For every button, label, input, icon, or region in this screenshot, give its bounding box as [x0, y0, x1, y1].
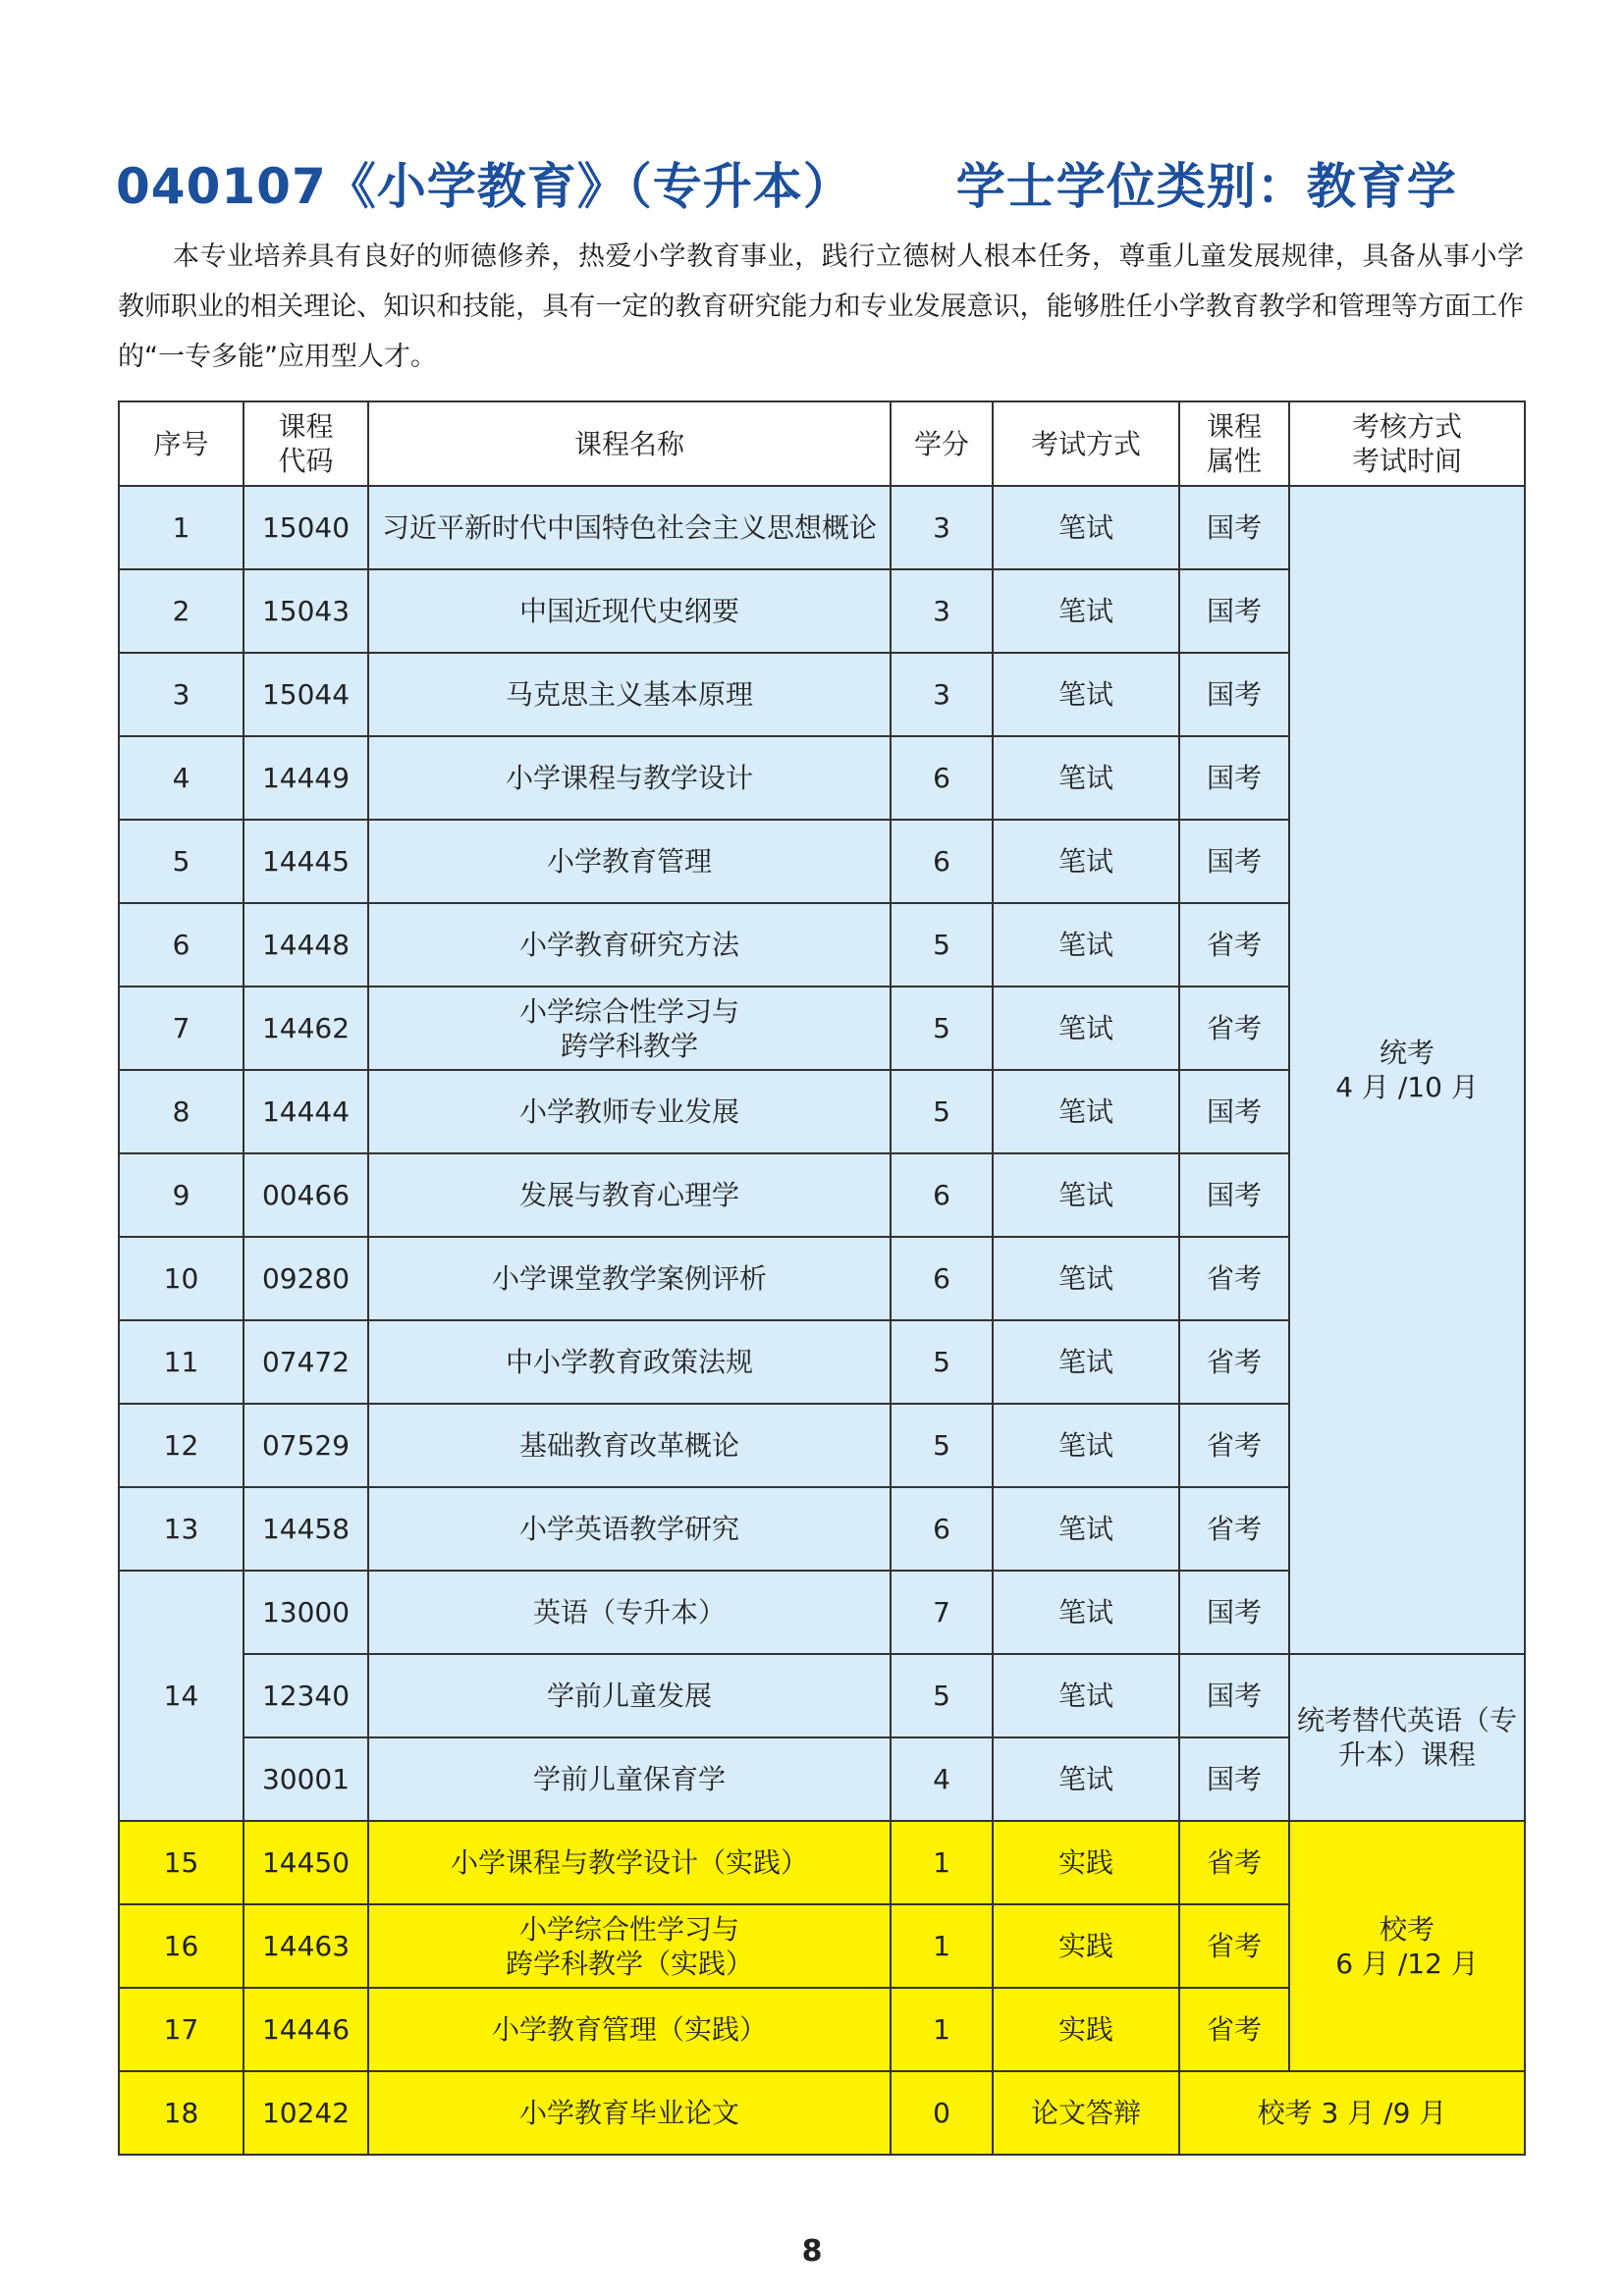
cell-name: 发展与教育心理学	[368, 1153, 891, 1237]
merged-thesis-exam: 校考 3 月 /9 月	[1179, 2071, 1525, 2155]
cell-credit: 6	[891, 1487, 993, 1571]
cell-credit: 5	[891, 903, 993, 987]
cell-credit: 1	[891, 1821, 993, 1904]
program-description: 本专业培养具有良好的师德修养，热爱小学教育事业，践行立德树人根本任务，尊重儿童发展规律，具备从事小学教师职业的相关理论、知识和技能，具有一定的教育研究能力和专业发展意识，能够胜任小学教育教学和管理等方面工作的“一专多能”应用型人才。	[118, 241, 1524, 372]
cell-name: 小学课程与教学设计（实践）	[368, 1821, 891, 1904]
cell-seq: 3	[119, 653, 244, 736]
cell-name: 小学综合性学习与 跨学科教学（实践）	[368, 1904, 891, 1988]
cell-credit: 6	[891, 736, 993, 820]
header-attribute: 课程 属性	[1179, 401, 1289, 486]
cell-attr: 省考	[1179, 1237, 1289, 1320]
cell-code: 12340	[244, 1654, 368, 1737]
cell-credit: 1	[891, 1988, 993, 2071]
cell-name: 基础教育改革概论	[368, 1404, 891, 1487]
cell-attr: 国考	[1179, 569, 1289, 653]
table-row	[119, 1821, 1525, 1904]
merged-substitute-note: 统考替代英语（专升本）课程	[1289, 1654, 1525, 1821]
cell-seq: 17	[119, 1988, 244, 2071]
cell-attr: 省考	[1179, 1904, 1289, 1988]
cell-code: 07472	[244, 1320, 368, 1404]
cell-code: 14448	[244, 903, 368, 987]
cell-attr: 省考	[1179, 1404, 1289, 1487]
cell-seq: 5	[119, 820, 244, 903]
cell-attr: 省考	[1179, 987, 1289, 1070]
cell-code: 14449	[244, 736, 368, 820]
cell-method: 笔试	[993, 820, 1179, 903]
cell-method: 笔试	[993, 1153, 1179, 1237]
cell-name: 中国近现代史纲要	[368, 569, 891, 653]
cell-method: 笔试	[993, 736, 1179, 820]
cell-seq: 11	[119, 1320, 244, 1404]
cell-code: 14446	[244, 1988, 368, 2071]
cell-name: 小学教育管理（实践）	[368, 1988, 891, 2071]
course-table	[118, 400, 1526, 2156]
cell-credit: 5	[891, 1320, 993, 1404]
cell-attr: 省考	[1179, 903, 1289, 987]
cell-name: 小学教育管理	[368, 820, 891, 903]
cell-name: 英语（专升本）	[368, 1571, 891, 1654]
cell-credit: 7	[891, 1571, 993, 1654]
cell-credit: 0	[891, 2071, 993, 2155]
cell-method: 笔试	[993, 1654, 1179, 1737]
header-name: 课程名称	[368, 401, 891, 486]
cell-attr: 国考	[1179, 1737, 1289, 1821]
cell-method: 实践	[993, 1904, 1179, 1988]
cell-code: 00466	[244, 1153, 368, 1237]
cell-method: 实践	[993, 1821, 1179, 1904]
cell-credit: 3	[891, 486, 993, 569]
program-title: 040107《小学教育》（专升本）	[116, 158, 853, 215]
cell-credit: 6	[891, 1153, 993, 1237]
cell-attr: 国考	[1179, 1654, 1289, 1737]
cell-attr: 国考	[1179, 736, 1289, 820]
cell-credit: 5	[891, 987, 993, 1070]
header-code: 课程 代码	[244, 401, 368, 486]
cell-code: 14458	[244, 1487, 368, 1571]
cell-code: 30001	[244, 1737, 368, 1821]
cell-attr: 国考	[1179, 653, 1289, 736]
cell-name: 马克思主义基本原理	[368, 653, 891, 736]
table-row	[119, 486, 1525, 569]
cell-name: 中小学教育政策法规	[368, 1320, 891, 1404]
cell-code: 10242	[244, 2071, 368, 2155]
cell-name: 小学教育毕业论文	[368, 2071, 891, 2155]
cell-attr: 国考	[1179, 1070, 1289, 1153]
cell-code: 14444	[244, 1070, 368, 1153]
cell-seq: 8	[119, 1070, 244, 1153]
cell-method: 论文答辩	[993, 2071, 1179, 2155]
cell-name: 小学教师专业发展	[368, 1070, 891, 1153]
cell-method: 笔试	[993, 569, 1179, 653]
cell-attr: 省考	[1179, 1487, 1289, 1571]
cell-seq: 4	[119, 736, 244, 820]
cell-code: 15044	[244, 653, 368, 736]
cell-method: 笔试	[993, 653, 1179, 736]
header-credit: 学分	[891, 401, 993, 486]
cell-method: 笔试	[993, 1320, 1179, 1404]
cell-credit: 1	[891, 1904, 993, 1988]
cell-credit: 5	[891, 1404, 993, 1487]
merged-school-exam: 校考 6 月 /12 月	[1289, 1821, 1525, 2071]
cell-seq: 12	[119, 1404, 244, 1487]
table-row	[119, 2071, 1525, 2155]
cell-credit: 6	[891, 1237, 993, 1320]
cell-method: 笔试	[993, 486, 1179, 569]
cell-code: 15043	[244, 569, 368, 653]
cell-seq: 18	[119, 2071, 244, 2155]
cell-attr: 国考	[1179, 820, 1289, 903]
header-seq: 序号	[119, 401, 244, 486]
header-exam-time: 考核方式 考试时间	[1289, 401, 1525, 486]
cell-name: 小学课堂教学案例评析	[368, 1237, 891, 1320]
cell-credit: 5	[891, 1654, 993, 1737]
cell-name: 小学教育研究方法	[368, 903, 891, 987]
cell-method: 实践	[993, 1988, 1179, 2071]
cell-seq: 6	[119, 903, 244, 987]
cell-code: 14462	[244, 987, 368, 1070]
cell-name: 习近平新时代中国特色社会主义思想概论	[368, 486, 891, 569]
cell-seq: 14	[119, 1571, 244, 1821]
cell-method: 笔试	[993, 1737, 1179, 1821]
cell-attr: 国考	[1179, 486, 1289, 569]
merged-unified-exam: 统考 4 月 /10 月	[1289, 486, 1525, 1654]
cell-method: 笔试	[993, 903, 1179, 987]
cell-code: 15040	[244, 486, 368, 569]
cell-attr: 省考	[1179, 1988, 1289, 2071]
cell-method: 笔试	[993, 987, 1179, 1070]
page-title	[116, 147, 1549, 218]
cell-name: 小学英语教学研究	[368, 1487, 891, 1571]
cell-name: 小学课程与教学设计	[368, 736, 891, 820]
cell-name: 学前儿童保育学	[368, 1737, 891, 1821]
cell-seq: 2	[119, 569, 244, 653]
cell-seq: 16	[119, 1904, 244, 1988]
table-header-row	[119, 401, 1525, 486]
header-exam-method: 考试方式	[993, 401, 1179, 486]
cell-code: 14450	[244, 1821, 368, 1904]
cell-credit: 6	[891, 820, 993, 903]
cell-attr: 国考	[1179, 1153, 1289, 1237]
degree-category: 学士学位类别：教育学	[955, 158, 1457, 215]
cell-code: 14445	[244, 820, 368, 903]
cell-seq: 1	[119, 486, 244, 569]
cell-code: 13000	[244, 1571, 368, 1654]
cell-method: 笔试	[993, 1571, 1179, 1654]
cell-seq: 9	[119, 1153, 244, 1237]
table-row	[119, 1654, 1525, 1737]
cell-method: 笔试	[993, 1404, 1179, 1487]
page-number: 8	[801, 2234, 823, 2269]
cell-method: 笔试	[993, 1237, 1179, 1320]
cell-code: 07529	[244, 1404, 368, 1487]
cell-method: 笔试	[993, 1070, 1179, 1153]
cell-seq: 10	[119, 1237, 244, 1320]
cell-method: 笔试	[993, 1487, 1179, 1571]
cell-seq: 7	[119, 987, 244, 1070]
cell-code: 09280	[244, 1237, 368, 1320]
cell-code: 14463	[244, 1904, 368, 1988]
cell-credit: 5	[891, 1070, 993, 1153]
cell-attr: 省考	[1179, 1320, 1289, 1404]
cell-seq: 13	[119, 1487, 244, 1571]
cell-attr: 省考	[1179, 1821, 1289, 1904]
cell-name: 小学综合性学习与 跨学科教学	[368, 987, 891, 1070]
cell-attr: 国考	[1179, 1571, 1289, 1654]
cell-credit: 4	[891, 1737, 993, 1821]
cell-credit: 3	[891, 569, 993, 653]
cell-credit: 3	[891, 653, 993, 736]
cell-name: 学前儿童发展	[368, 1654, 891, 1737]
cell-seq: 15	[119, 1821, 244, 1904]
